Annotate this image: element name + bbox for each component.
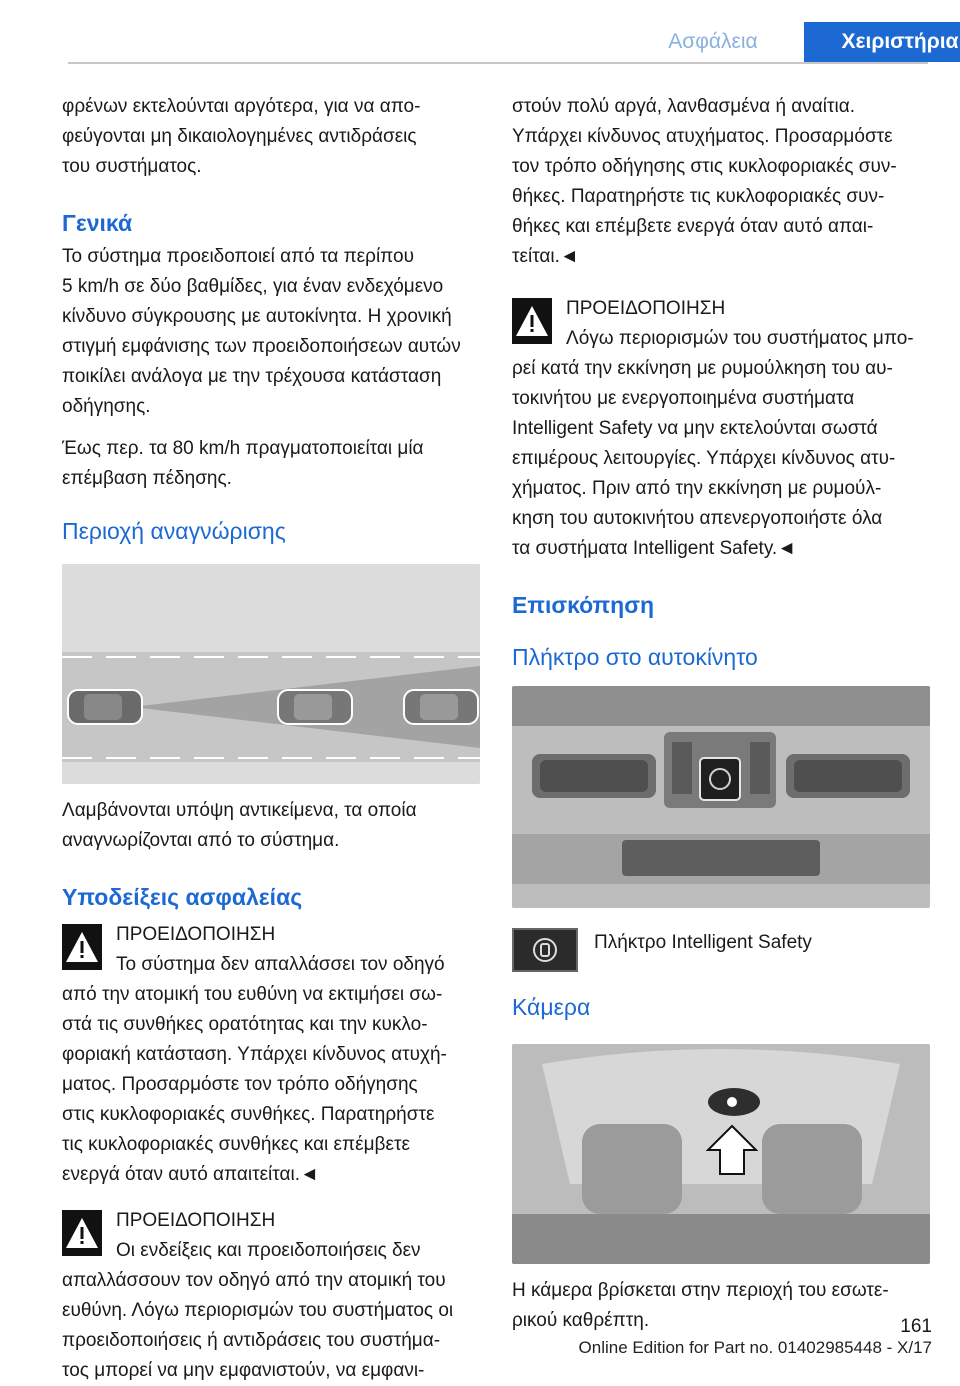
detection-caption: Λαμβάνονται υπόψη αντικείμενα, τα οποία αναγνωρίζονται από το σύστημα.: [62, 800, 417, 851]
warning-block-3: [512, 294, 932, 564]
warning-triangle-icon: [62, 1210, 102, 1256]
camera-caption: Η κάμερα βρίσκεται στην περιοχή του εσωτε- ρικού καθρέπτη.: [512, 1280, 889, 1331]
warning-triangle-icon: [512, 298, 552, 344]
detected-car-2: [404, 690, 478, 724]
detection-area-illustration: [62, 564, 480, 784]
warning-3-first-line: Λόγω περιορισμών του συστήματος μπο-: [566, 328, 914, 349]
button-caption-row: [512, 928, 932, 972]
right-column: [512, 92, 932, 1336]
page-number: 161: [900, 1316, 932, 1337]
edition-note: Online Edition for Part no. 01402985448 - X/17: [578, 1338, 932, 1357]
interior-mirror-illustration: [512, 1044, 930, 1264]
section-tab[interactable]: Ασφάλεια: [668, 30, 758, 53]
dashboard-illustration: [512, 686, 930, 908]
general-heading: Γενικά: [62, 210, 133, 236]
intro-paragraph: φρένων εκτελούνται αργότερα, για να απο- φεύγονται μη δικαιολογημένες αντιδράσεις του συστήματος.: [62, 96, 421, 177]
warning-triangle-icon: [62, 924, 102, 970]
left-column: [62, 92, 482, 1386]
warning-3-text: ρεί κατά την εκκίνηση με ρυμούλκηση του αυ- τοκινήτου με ενεργοποιημένα συστήματα Intelligent Safety να μην εκτελούνται σωστά επιμέρους λειτουργίες. Υπάρχει κίνδυνος ατυ- χήματος. Πριν από την εκκίνηση με ρυμούλ- κηση του αυτοκινήτου απενεργοποιήστε όλα τα συστήματα Intelligent Safety.◄: [512, 358, 896, 559]
warning-2-text: απαλλάσσουν τον οδηγό από την ατομική του ευθύνη. Λόγω περιορισμών του συστήματος οι προειδοποιήσεις ή αντιδράσεις του συστήμα- τος μπορεί να μην εμφανιστούν, να εμφανι-: [62, 1270, 454, 1381]
warning-3-label: ΠΡΟΕΙΔΟΠΟΙΗΣΗ: [566, 298, 726, 319]
safety-heading: Υποδείξεις ασφαλείας: [62, 884, 303, 910]
warning-2-first-line: Οι ενδείξεις και προειδοποιήσεις δεν: [116, 1240, 421, 1261]
warning-1-first-line: Το σύστημα δεν απαλλάσσει τον οδηγό: [116, 954, 445, 975]
warning-1-text: από την ατομική του ευθύνη να εκτιμήσει σω- στά τις συνθήκες ορατότητας και την κυκλο- φοριακή κατάσταση. Υπάρχει κίνδυνος ατυχή- ματος. Προσαρμόστε τον τρόπο οδήγησης στις κυκλοφοριακές συνθήκες. Παρατηρήστε τις κυκλοφοριακές συνθήκες και επέμβετε ενεργά όταν αυτό απαιτείται.◄: [62, 984, 447, 1185]
chapter-tab[interactable]: Χειριστήρια: [804, 22, 960, 62]
warning-2-label: ΠΡΟΕΙΔΟΠΟΙΗΣΗ: [116, 1210, 276, 1231]
button-caption: Πλήκτρο Intelligent Safety: [594, 932, 812, 953]
general-paragraph: Το σύστημα προειδοποιεί από τα περίπου 5 km/h σε δύο βαθμίδες, για έναν ενδεχόμενο κίνδυνο σύγκρουσης με αυτοκίνητα. Η χρονική στιγμή εμφάνισης των προειδοποιήσεων αυτών ποικίλει ανάλογα με την τρέχουσα κατάσταση οδήγησης.: [62, 246, 461, 417]
dashboard-button-figure: [512, 686, 930, 908]
camera-heading: Κάμερα: [512, 994, 591, 1020]
warning-block-1: [62, 920, 482, 1190]
camera-figure: [512, 1044, 930, 1264]
warning-1-label: ΠΡΟΕΙΔΟΠΟΙΗΣΗ: [116, 924, 276, 945]
button-heading: Πλήκτρο στο αυτοκίνητο: [512, 644, 758, 670]
intelligent-safety-button: [700, 758, 740, 800]
detection-area-figure: [62, 564, 480, 784]
warning-block-2: [62, 1206, 482, 1386]
ego-car: [68, 690, 142, 724]
page-footer: [560, 1316, 932, 1356]
intelligent-safety-key-icon: [512, 928, 578, 972]
overview-heading: Επισκόπηση: [512, 592, 654, 618]
detected-car-1: [278, 690, 352, 724]
braking-paragraph: Έως περ. τα 80 km/h πραγματοποιείται μία επέμβαση πέδησης.: [62, 438, 424, 489]
detection-heading: Περιοχή αναγνώρισης: [62, 518, 286, 544]
continued-paragraph: στούν πολύ αργά, λανθασμένα ή αναίτια. Υπάρχει κίνδυνος ατυχήματος. Προσαρμόστε τον τρόπο οδήγησης στις κυκλοφοριακές συν- θήκες. Παρατηρήστε τις κυκλοφοριακές συν- θήκες και επέμβετε ενεργά όταν αυτό απαι- τείται.◄: [512, 96, 897, 267]
page-header: [68, 22, 959, 64]
